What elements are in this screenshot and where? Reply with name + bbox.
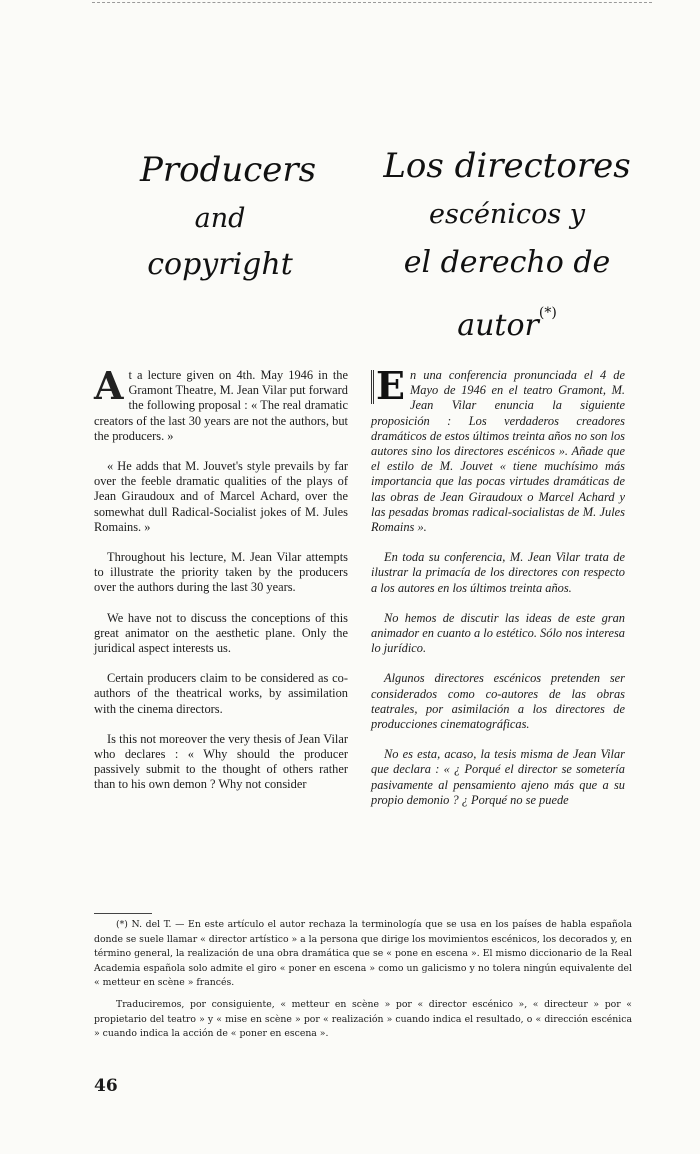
english-paragraph: We have not to discuss the conceptions of this great animator on the aesthetic plane. Only the juridical aspect interests us.	[94, 610, 348, 656]
spanish-paragraph: No es esta, acaso, la tesis misma de Jean Vilar que declara : « ¿ Porqué el director se sometería pasivamente al pensamiento ajeno más que a su propio demonio ? ¿ Porqué no se puede	[371, 747, 625, 807]
footnote-paragraph: (*) N. del T. — En este artículo el autor rechaza la terminología que se usa en los países de habla española donde se suele llamar « director artístico » a la persona que dirige los movimientos escénicos, los decorados y, en término general, la realización de una obra dramática que se « pone en escena ». El mismo diccionario de la Real Academia española solo admite el giro « poner en escena » como un galicismo y no tolera ningún equivalente del « metteur en scène » francés.	[94, 919, 632, 989]
heading-english-line2: and	[194, 203, 246, 234]
heading-spanish-line1: Los directores	[383, 146, 631, 186]
heading-spanish-line2: escénicos y	[428, 199, 586, 230]
english-paragraph-text: t a lecture given on 4th. May 1946 in the Gramont Theatre, M. Jean Vilar put forward the following proposal : « The real dramatic creators of the last 30 years are not the authors, but the producers. »	[94, 368, 348, 443]
english-paragraph: Throughout his lecture, M. Jean Vilar attempts to illustrate the priority taken by the producers over the authors during the last 30 years.	[94, 550, 348, 595]
spanish-paragraph-text: n una conferencia pronunciada el 4 de Mayo de 1946 en el teatro Gramont, M. Jean Vilar enuncia la siguiente proposición : Los verdaderos creadores dramáticos de estos últimos treinta años no son los autores sino los directores escénicos ». Añade que el estilo de M. Jouvet « tiene muchísimo más importancia que las pocas virtudes dramáticas de las obras de Jean Giraudoux o Marcel Achard y las pesadas bromas radical-socialistas de M. Jules Romains ».	[371, 368, 625, 535]
spanish-dropcap: E	[371, 370, 405, 404]
heading-english	[140, 140, 317, 288]
spanish-paragraph: Algunos directores escénicos pretenden ser considerados como co-autores de las obras teatrales, por asimilación a los directores de producciones cinematográficas.	[371, 671, 625, 732]
heading-english-line3: copyright	[147, 247, 293, 282]
spanish-paragraph	[371, 363, 625, 535]
footnote-paragraph: Traduciremos, por consiguiente, « metteur en scène » por « director escénico », « directeur » por « propietario del teatro » y « mise en scène » por « realización » cuando indica el resultado, o « dirección escénica » cuando indica la acción de « poner en escena ».	[94, 998, 632, 1040]
english-paragraph: Certain producers claim to be considered as co-authors of the theatrical works, by assimilation with the cinema directors.	[94, 671, 348, 716]
heading-english-line1: Producers	[140, 150, 317, 190]
translator-footnote	[94, 918, 632, 1049]
footnote-mark: (*)	[538, 305, 557, 321]
heading-spanish-line3-text: el derecho de autor	[403, 245, 611, 343]
english-dropcap: A	[94, 363, 124, 408]
english-paragraph: Is this not moreover the very thesis of Jean Vilar who declares : « Why should the producer passively submit to the thought of others rather than to his own demon ? Why not consider	[94, 731, 348, 792]
english-column	[94, 363, 348, 808]
heading-spanish-line3	[372, 238, 642, 351]
spanish-paragraph: No hemos de discutir las ideas de este gran animador en cuanto a lo estético. Sólo nos interesa lo jurídico.	[371, 610, 625, 656]
page-number: 46	[94, 1076, 118, 1096]
footnote-rule	[94, 913, 152, 914]
top-rule	[92, 2, 652, 4]
heading-spanish	[372, 140, 642, 351]
spanish-column	[371, 363, 625, 823]
english-paragraph	[94, 363, 348, 444]
spanish-paragraph: En toda su conferencia, M. Jean Vilar trata de ilustrar la primacía de los directores con respecto a los autores en los últimos treinta años.	[371, 550, 625, 595]
english-paragraph: « He adds that M. Jouvet's style prevails by far over the feeble dramatic qualities of the plays of Jean Giraudoux and of Marcel Achard, over the somewhat dull Radical-Socialist jokes of M. Jules Romains. »	[94, 459, 348, 534]
